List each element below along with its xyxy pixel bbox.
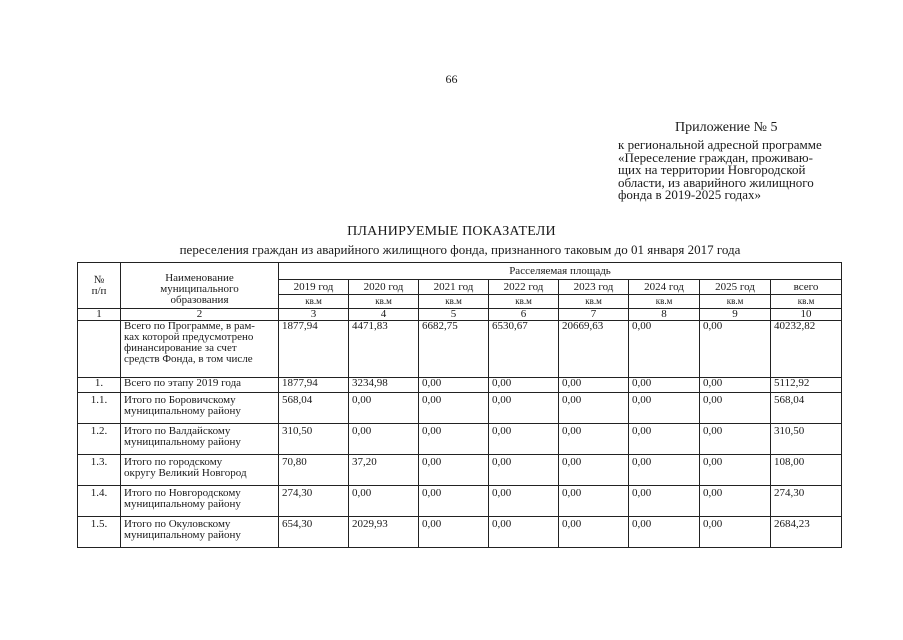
row-number: 1.1. <box>78 393 121 424</box>
row-value: 0,00 <box>489 424 559 455</box>
row-value: 310,50 <box>279 424 349 455</box>
row-value: 0,00 <box>349 393 419 424</box>
row-value: 0,00 <box>559 486 629 517</box>
row-value: 6530,67 <box>489 321 559 378</box>
row-value: 0,00 <box>559 393 629 424</box>
row-value: 0,00 <box>700 424 771 455</box>
header-unit: кв.м <box>419 295 489 309</box>
column-number: 9 <box>700 309 771 321</box>
row-value: 6682,75 <box>419 321 489 378</box>
row-value: 0,00 <box>419 393 489 424</box>
row-value: 3234,98 <box>349 378 419 393</box>
row-value: 0,00 <box>489 393 559 424</box>
row-value: 0,00 <box>559 378 629 393</box>
header-municipality: Наименование муниципального образования <box>121 263 279 309</box>
row-municipality: Итого по Валдайскому муниципальному району <box>121 424 279 455</box>
appendix-title: Приложение № 5 <box>675 120 778 135</box>
row-municipality: Всего по Программе, в рам- ках которой предусмотрено финансирование за счет средств Фонда, в том числе <box>121 321 279 378</box>
header-year: всего <box>771 280 842 295</box>
header-number: № п/п <box>78 263 121 309</box>
page-number: 66 <box>445 72 458 86</box>
header-unit: кв.м <box>629 295 700 309</box>
column-number: 6 <box>489 309 559 321</box>
table-row <box>78 455 842 486</box>
indicators-table <box>77 262 842 548</box>
row-municipality: Итого по Боровичскому муниципальному району <box>121 393 279 424</box>
row-value: 2684,23 <box>771 517 842 548</box>
document-subtitle: переселения граждан из аварийного жилищного фонда, признанного таковым до 01 января 2017 года <box>179 242 741 257</box>
appendix-description: к региональной адресной программе «Переселение граждан, проживаю- щих на территории Новгородской области, из аварийного жилищного фонда в 2019-2025 годах» <box>618 137 822 202</box>
header-unit: кв.м <box>559 295 629 309</box>
row-value: 0,00 <box>629 517 700 548</box>
column-number: 1 <box>78 309 121 321</box>
header-year: 2023 год <box>559 280 629 295</box>
row-value: 0,00 <box>629 455 700 486</box>
row-value: 0,00 <box>629 486 700 517</box>
header-year: 2025 год <box>700 280 771 295</box>
table-row <box>78 393 842 424</box>
table-row <box>78 517 842 548</box>
table-row <box>78 321 842 378</box>
row-value: 0,00 <box>700 393 771 424</box>
column-number: 2 <box>121 309 279 321</box>
row-municipality: Итого по городскому округу Великий Новгород <box>121 455 279 486</box>
row-value: 5112,92 <box>771 378 842 393</box>
row-value: 0,00 <box>559 517 629 548</box>
row-value: 0,00 <box>419 455 489 486</box>
header-year: 2022 год <box>489 280 559 295</box>
row-value: 1877,94 <box>279 378 349 393</box>
row-value: 4471,83 <box>349 321 419 378</box>
header-year: 2024 год <box>629 280 700 295</box>
row-municipality: Итого по Новгородскому муниципальному району <box>121 486 279 517</box>
row-number: 1.2. <box>78 424 121 455</box>
row-value: 0,00 <box>700 321 771 378</box>
row-number <box>78 321 121 378</box>
row-value: 0,00 <box>629 321 700 378</box>
table-row <box>78 424 842 455</box>
column-number: 4 <box>349 309 419 321</box>
header-unit: кв.м <box>279 295 349 309</box>
row-value: 108,00 <box>771 455 842 486</box>
column-number: 8 <box>629 309 700 321</box>
row-number: 1.3. <box>78 455 121 486</box>
row-value: 0,00 <box>629 393 700 424</box>
row-value: 37,20 <box>349 455 419 486</box>
row-value: 0,00 <box>349 486 419 517</box>
row-municipality: Всего по этапу 2019 года <box>121 378 279 393</box>
row-value: 0,00 <box>419 378 489 393</box>
table-row <box>78 486 842 517</box>
row-number: 1.4. <box>78 486 121 517</box>
row-value: 0,00 <box>419 424 489 455</box>
header-year: 2020 год <box>349 280 419 295</box>
row-value: 0,00 <box>489 486 559 517</box>
column-number: 3 <box>279 309 349 321</box>
header-unit: кв.м <box>489 295 559 309</box>
row-value: 40232,82 <box>771 321 842 378</box>
row-value: 0,00 <box>419 517 489 548</box>
row-value: 0,00 <box>559 424 629 455</box>
row-value: 0,00 <box>700 486 771 517</box>
header-year: 2021 год <box>419 280 489 295</box>
row-value: 568,04 <box>279 393 349 424</box>
row-value: 70,80 <box>279 455 349 486</box>
row-value: 274,30 <box>279 486 349 517</box>
row-value: 0,00 <box>700 378 771 393</box>
table-row <box>78 378 842 393</box>
row-value: 654,30 <box>279 517 349 548</box>
row-value: 0,00 <box>700 455 771 486</box>
document-title: ПЛАНИРУЕМЫЕ ПОКАЗАТЕЛИ <box>347 224 556 239</box>
column-number: 10 <box>771 309 842 321</box>
row-municipality: Итого по Окуловскому муниципальному району <box>121 517 279 548</box>
row-number: 1. <box>78 378 121 393</box>
row-value: 0,00 <box>559 455 629 486</box>
row-value: 274,30 <box>771 486 842 517</box>
column-number: 7 <box>559 309 629 321</box>
header-area: Расселяемая площадь <box>279 263 842 280</box>
row-value: 0,00 <box>629 424 700 455</box>
header-unit: кв.м <box>349 295 419 309</box>
row-value: 0,00 <box>629 378 700 393</box>
row-value: 1877,94 <box>279 321 349 378</box>
row-value: 0,00 <box>349 424 419 455</box>
row-value: 310,50 <box>771 424 842 455</box>
header-unit: кв.м <box>700 295 771 309</box>
row-value: 0,00 <box>489 517 559 548</box>
row-value: 0,00 <box>419 486 489 517</box>
column-number: 5 <box>419 309 489 321</box>
row-value: 568,04 <box>771 393 842 424</box>
header-unit: кв.м <box>771 295 842 309</box>
row-value: 0,00 <box>489 378 559 393</box>
header-year: 2019 год <box>279 280 349 295</box>
row-value: 20669,63 <box>559 321 629 378</box>
row-value: 2029,93 <box>349 517 419 548</box>
row-number: 1.5. <box>78 517 121 548</box>
row-value: 0,00 <box>489 455 559 486</box>
row-value: 0,00 <box>700 517 771 548</box>
